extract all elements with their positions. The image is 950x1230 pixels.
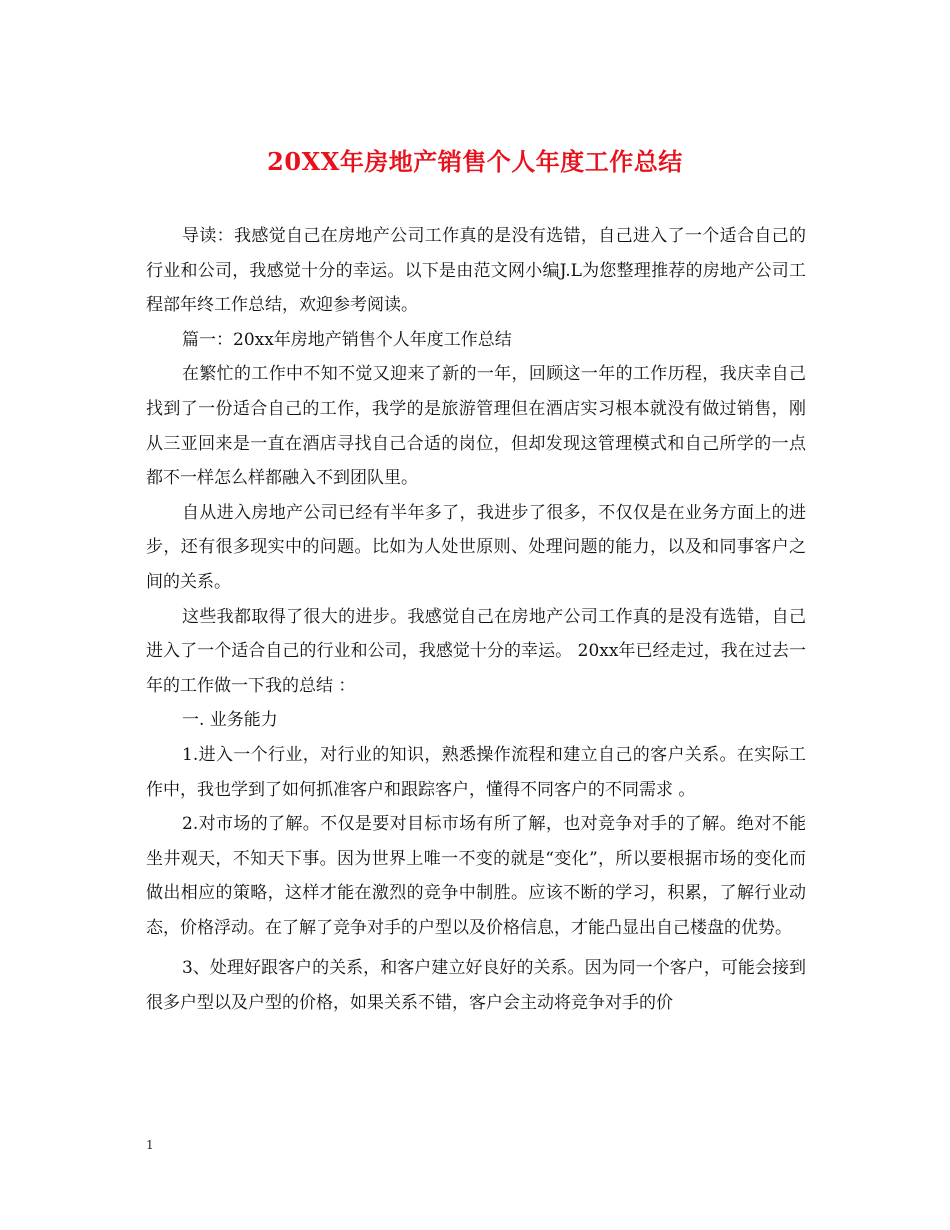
paragraph-list-item: 1.进入一个行业，对行业的知识，熟悉操作流程和建立自己的客户关系。在实际工作中，我也学到了如何抓准客户和跟踪客户，懂得不同客户的不同需求 。 bbox=[146, 744, 806, 800]
paragraph-subheading: 一. 业务能力 bbox=[182, 710, 278, 731]
paragraph-list-item: 2.对市场的了解。不仅是要对目标市场有所了解，也对竞争对手的了解。绝对不能坐井观天，不知天下事。因为世界上唯一不变的就是“变化”，所以要根据市场的变化而做出相应的策略，这样才能在激烈的竞争中制胜。应该不断的学习，积累，了解行业动态，价格浮动。在了解了竞争对手的户型以及价格信息，才能凸显出自己楼盘的优势。 bbox=[146, 814, 806, 938]
paragraph-body: 自从进入房地产公司已经有半年多了，我进步了很多，不仅仅是在业务方面上的进步，还有很多现实中的问题。比如为人处世原则、处理问题的能力，以及和同事客户之间的关系。 bbox=[146, 502, 806, 592]
paragraph-list-item: 3、处理好跟客户的关系，和客户建立好良好的关系。因为同一个客户，可能会接到很多户型以及户型的价格，如果关系不错，客户会主动将竞争对手的价 bbox=[146, 958, 806, 1014]
document-title: 20XX年房地产销售个人年度工作总结 bbox=[267, 147, 683, 176]
paragraph-body: 这些我都取得了很大的进步。我感觉自己在房地产公司工作真的是没有选错，自己进入了一个适合自己的行业和公司，我感觉十分的幸运。 20xx年已经走过，我在过去一年的工作做一下我的总结 ： bbox=[146, 606, 806, 696]
document-body bbox=[146, 219, 806, 1021]
paragraph-section-heading: 篇一：20xx年房地产销售个人年度工作总结 bbox=[182, 329, 512, 350]
page-number: 1 bbox=[146, 1138, 154, 1152]
paragraph-intro: 导读：我感觉自己在房地产公司工作真的是没有选错，自己进入了一个适合自己的行业和公司，我感觉十分的幸运。以下是由范文网小编J.L为您整理推荐的房地产公司工程部年终工作总结，欢迎参考阅读。 bbox=[146, 226, 806, 316]
paragraph-body: 在繁忙的工作中不知不觉又迎来了新的一年，回顾这一年的工作历程，我庆幸自己找到了一份适合自己的工作，我学的是旅游管理但在酒店实习根本就没有做过销售，刚从三亚回来是一直在酒店寻找自己合适的岗位，但却发现这管理模式和自己所学的一点都不一样怎么样都融入不到团队里。 bbox=[146, 364, 806, 489]
